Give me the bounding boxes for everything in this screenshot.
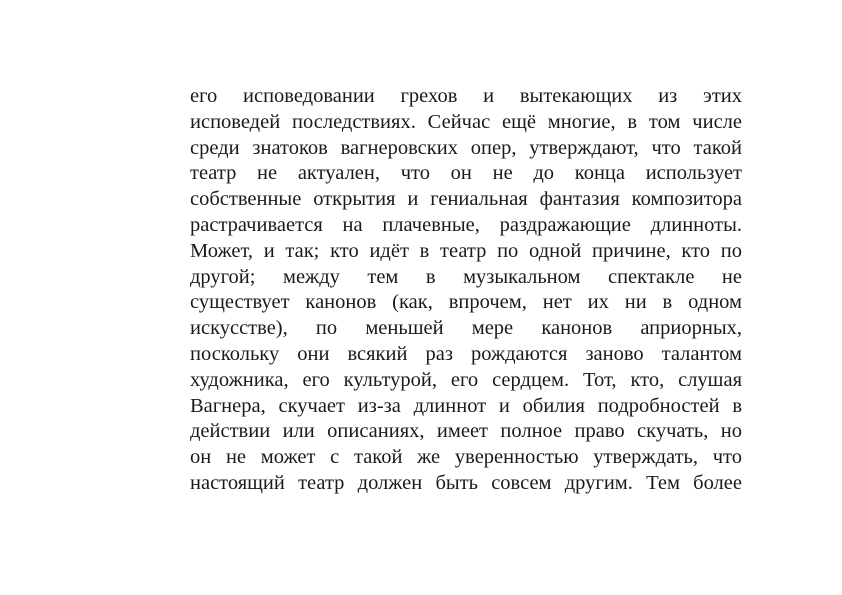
text-line: он не может с такой же уверенностью утверждать, что [190, 446, 742, 469]
body-text [190, 84, 742, 497]
text-line: существует канонов (как, впрочем, нет их ни в одном [190, 291, 742, 314]
text-line: Может, и так; кто идёт в театр по одной причине, кто по [190, 239, 742, 262]
text-line: действии или описаниях, имеет полное право скучать, но [190, 420, 742, 443]
text-line: настоящий театр должен быть совсем другим. Тем более [190, 471, 742, 494]
text-line: другой; между тем в музыкальном спектакле не [190, 265, 742, 288]
text-line: художника, его культурой, его сердцем. Тот, кто, слушая [190, 368, 742, 391]
text-line: искусстве), по меньшей мере канонов априорных, [190, 317, 742, 340]
text-line: его исповедовании грехов и вытекающих из этих [190, 85, 742, 107]
text-line: среди знатоков вагнеровских опер, утверждают, что такой [190, 136, 742, 159]
text-line: исповедей последствиях. Сейчас ещё многие, в том числе [190, 110, 742, 133]
text-line: театр не актуален, что он не до конца использует [190, 162, 742, 185]
text-line: поскольку они всякий раз рождаются заново талантом [190, 342, 742, 365]
text-line: собственные открытия и гениальная фантазия композитора [190, 188, 742, 211]
text-line: Вагнера, скучает из-за длиннот и обилия подробностей в [190, 394, 742, 417]
text-line: растрачивается на плачевные, раздражающие длинноты. [190, 213, 742, 236]
